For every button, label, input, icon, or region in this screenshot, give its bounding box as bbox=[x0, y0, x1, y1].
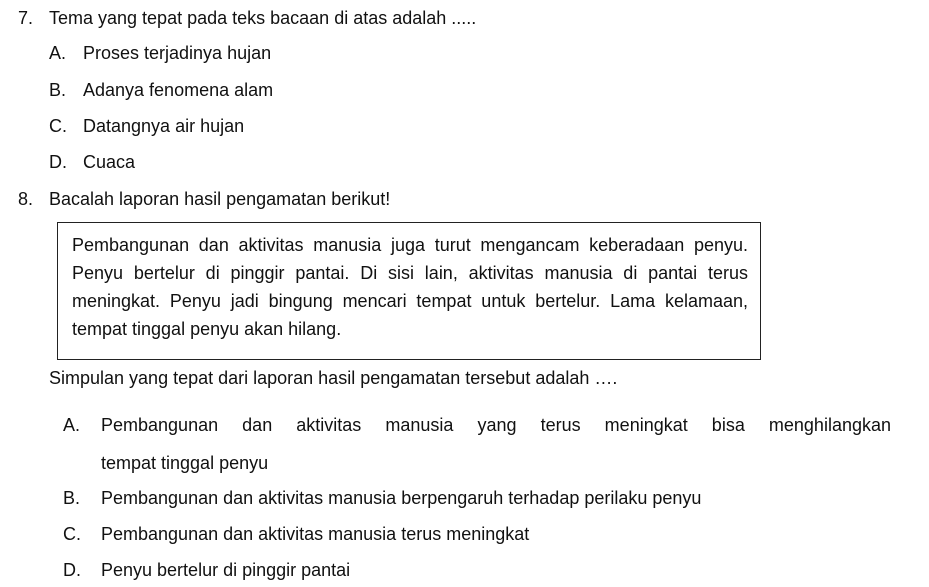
option-letter: B. bbox=[63, 488, 81, 508]
question-prompt: Simpulan yang tepat dari laporan hasil pengamatan tersebut adalah …. bbox=[49, 368, 618, 388]
option-letter: C. bbox=[49, 116, 67, 136]
option-text: Penyu bertelur di pinggir pantai bbox=[101, 560, 351, 580]
option-letter: C. bbox=[63, 524, 81, 544]
option-letter: A. bbox=[63, 415, 81, 435]
option-text: Pembangunan dan aktivitas manusia berpengaruh terhadap perilaku penyu bbox=[101, 488, 702, 508]
passage-box bbox=[57, 222, 761, 360]
option-letter: B. bbox=[49, 80, 67, 100]
question-text: Bacalah laporan hasil pengamatan berikut! bbox=[49, 189, 391, 209]
option-text: Cuaca bbox=[83, 152, 136, 172]
option-text-line-2: tempat tinggal penyu bbox=[101, 453, 269, 473]
question-text: Tema yang tepat pada teks bacaan di atas adalah ..... bbox=[49, 8, 477, 28]
option-text: Pembangunan dan aktivitas manusia terus meningkat bbox=[101, 524, 530, 544]
passage-text: Pembangunan dan aktivitas manusia juga turut mengancam keberadaan penyu. Penyu bertelur di pinggir pantai. Di sisi lain, aktivitas manusia di pantai terus meningkat. Penyu jadi bingung mencari tempat untuk bertelur. Lama kelamaan, tempat tinggal penyu akan hilang. bbox=[72, 235, 748, 339]
option-letter: D. bbox=[63, 560, 81, 580]
option-text: Datangnya air hujan bbox=[83, 116, 245, 136]
option-letter: D. bbox=[49, 152, 67, 172]
option-letter: A. bbox=[49, 43, 67, 63]
question-number: 7. bbox=[18, 8, 34, 28]
option-text: Proses terjadinya hujan bbox=[83, 43, 272, 63]
option-text: Adanya fenomena alam bbox=[83, 80, 274, 100]
question-number: 8. bbox=[18, 189, 34, 209]
option-text-line-1: Pembangunan dan aktivitas manusia yang terus meningkat bisa menghilangkan bbox=[101, 415, 891, 435]
